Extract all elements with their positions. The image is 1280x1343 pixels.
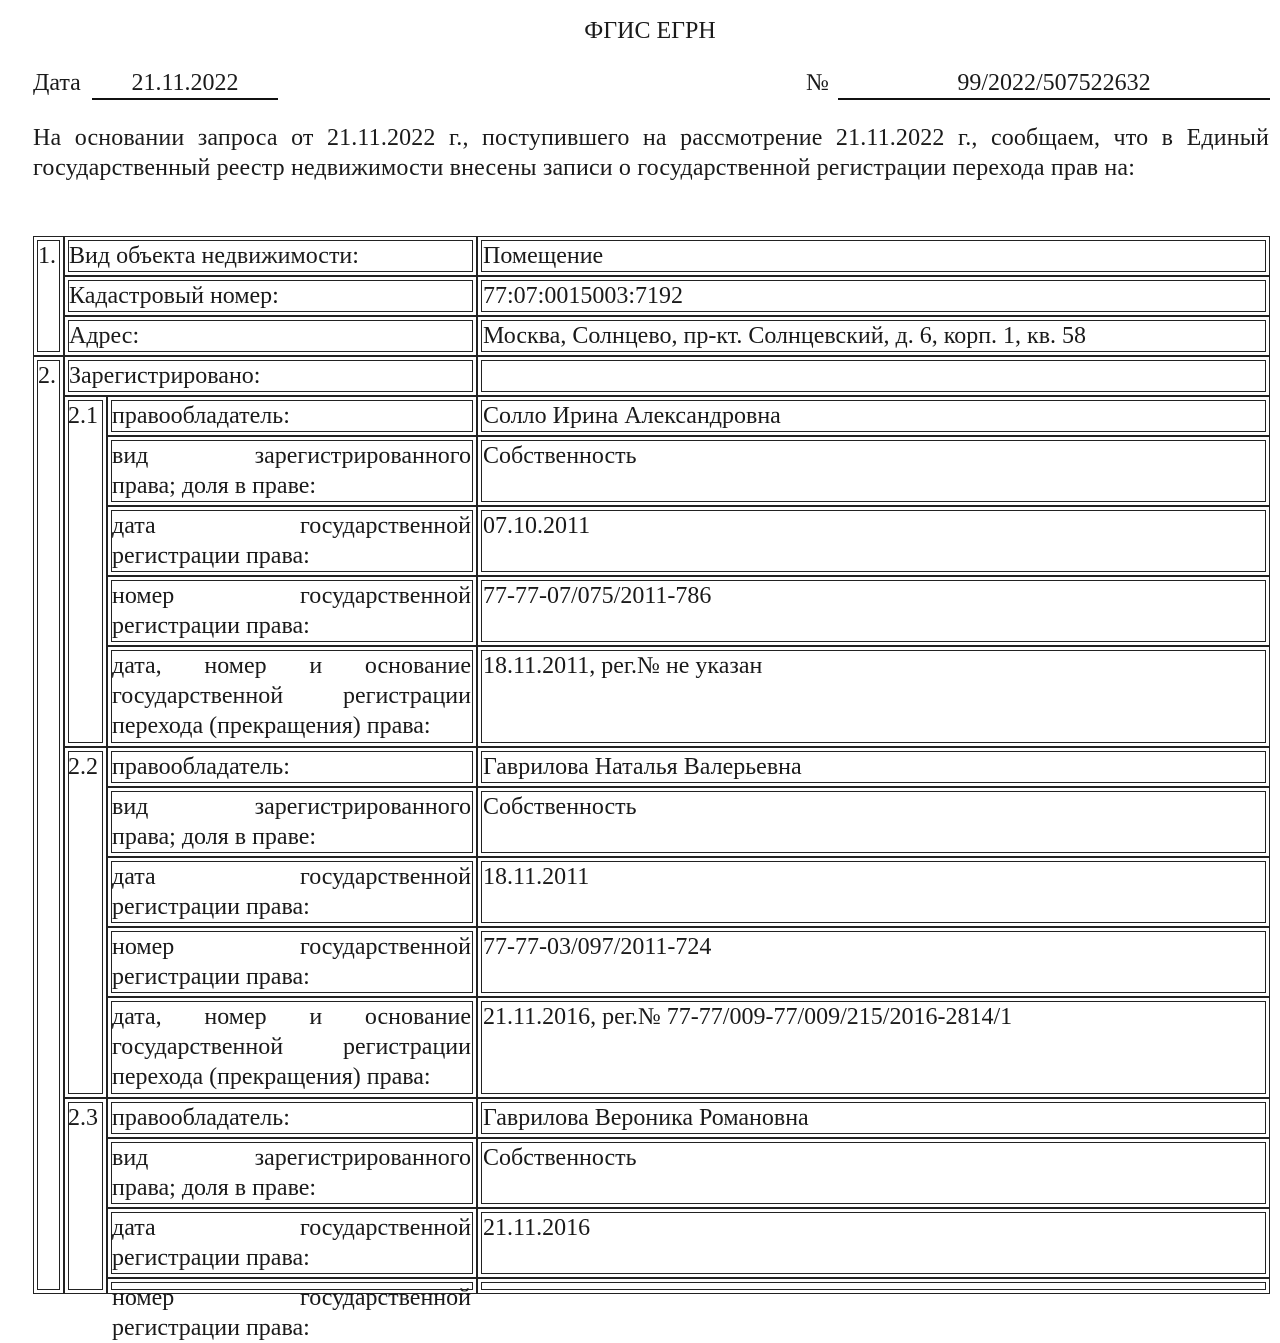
holder-field-label-line: регистрации права:: [112, 613, 310, 639]
number-label: №: [806, 70, 829, 96]
holder-field-value: 21.11.2016, рег.№ 77-77/009-77/009/215/2016-2814/1: [483, 1004, 1013, 1030]
holder-field-label: [112, 1002, 471, 1092]
holder-field-label-line: номер государственной: [112, 1285, 471, 1311]
object-label: Вид объекта недвижимости:: [69, 243, 359, 269]
holder-field-value: Собственность: [483, 1145, 637, 1171]
object-label: Кадастровый номер:: [69, 283, 279, 309]
object-value: Помещение: [483, 243, 604, 269]
holder-field-label: [112, 792, 471, 852]
holder-number-cell: [64, 747, 107, 1098]
holder-field-label-line: вид зарегистрированного: [112, 1145, 471, 1171]
intro-paragraph: На основании запроса от 21.11.2022 г., поступившего на рассмотрение 21.11.2022 г., сообщаем, что в Единый государственный реестр недвижимости внесены записи о государственной регистрации перехода прав на:: [33, 125, 1269, 181]
holder-field-label-line: дата государственной: [112, 513, 471, 539]
holder-field-label: [112, 1143, 471, 1203]
holder-field-label-line: вид зарегистрированного: [112, 794, 471, 820]
holder-field-label-line: права; доля в праве:: [112, 824, 317, 850]
holder-field-value: Гаврилова Вероника Романовна: [483, 1105, 809, 1131]
holder-field-label: [112, 651, 471, 741]
number-value: 99/2022/507522632: [838, 66, 1270, 100]
holder-field-value-cell: [477, 1208, 1270, 1278]
holder-field-label-line: дата государственной: [112, 864, 471, 890]
holder-field-label-line: номер государственной: [112, 583, 471, 609]
holder-field-value: 07.10.2011: [483, 513, 591, 539]
holder-number-cell: [64, 396, 107, 747]
holder-field-label-line: дата государственной: [112, 1215, 471, 1241]
holder-field-label-line: перехода (прекращения) права:: [112, 713, 431, 739]
holder-field-value-cell: [477, 506, 1270, 576]
section-2-number: 2.: [38, 363, 56, 389]
registered-value-cell: [477, 356, 1270, 396]
holder-field-value-cell: [477, 1278, 1270, 1294]
holder-field-label-line: регистрации права:: [112, 964, 310, 990]
holder-field-value: Солло Ирина Александровна: [483, 403, 781, 429]
holder-field-value: Собственность: [483, 443, 637, 469]
holder-field-label: [112, 581, 471, 641]
holder-field-label-line: регистрации права:: [112, 894, 310, 920]
holder-number: 2.3: [68, 1105, 98, 1131]
date-label: Дата: [33, 70, 81, 96]
section-2-number-cell: [33, 356, 64, 1294]
holder-field-label-line: дата, номер и основание: [112, 1004, 471, 1030]
section-1-number: 1.: [38, 243, 56, 269]
holder-field-value: 18.11.2011, рег.№ не указан: [483, 653, 763, 679]
holder-field-value: Гаврилова Наталья Валерьевна: [483, 754, 802, 780]
holder-field-value: 21.11.2016: [483, 1215, 591, 1241]
object-label: Адрес:: [69, 323, 140, 349]
holder-field-label: [112, 441, 471, 501]
holder-field-value: 77-77-03/097/2011-724: [483, 934, 712, 960]
holder-field-value: 18.11.2011: [483, 864, 590, 890]
object-value: 77:07:0015003:7192: [483, 283, 684, 309]
holder-field-label: [112, 1213, 471, 1273]
holder-field-label: правообладатель:: [112, 403, 290, 429]
holder-field-label-line: регистрации права:: [112, 1245, 310, 1271]
date-value: 21.11.2022: [92, 66, 278, 100]
holder-field-value: 77-77-07/075/2011-786: [483, 583, 712, 609]
holder-field-label-line: вид зарегистрированного: [112, 443, 471, 469]
holder-field-label: [112, 932, 471, 992]
holder-field-label: [112, 1283, 471, 1343]
object-value: Москва, Солнцево, пр-кт. Солнцевский, д. 6, корп. 1, кв. 58: [483, 323, 1087, 349]
holder-field-label-line: дата, номер и основание: [112, 653, 471, 679]
holder-field-label-line: регистрации права:: [112, 1315, 310, 1341]
holder-field-label: правообладатель:: [112, 754, 290, 780]
holder-field-label-line: регистрации права:: [112, 543, 310, 569]
registered-label: Зарегистрировано:: [69, 363, 261, 389]
holder-field-label-line: номер государственной: [112, 934, 471, 960]
holder-number: 2.1: [68, 403, 98, 429]
holder-field-label-line: права; доля в праве:: [112, 1175, 317, 1201]
holder-number: 2.2: [68, 754, 98, 780]
holder-field-label-line: права; доля в праве:: [112, 473, 317, 499]
page-title: ФГИС ЕГРН: [584, 18, 716, 44]
holder-field-label-line: перехода (прекращения) права:: [112, 1064, 431, 1090]
holder-field-label-line: государственной регистрации: [112, 683, 471, 709]
holder-field-label-line: государственной регистрации: [112, 1034, 471, 1060]
holder-field-label: правообладатель:: [112, 1105, 290, 1131]
holder-field-label: [112, 862, 471, 922]
holder-field-value: Собственность: [483, 794, 637, 820]
holder-field-label: [112, 511, 471, 571]
holder-field-value-cell: [477, 857, 1270, 927]
